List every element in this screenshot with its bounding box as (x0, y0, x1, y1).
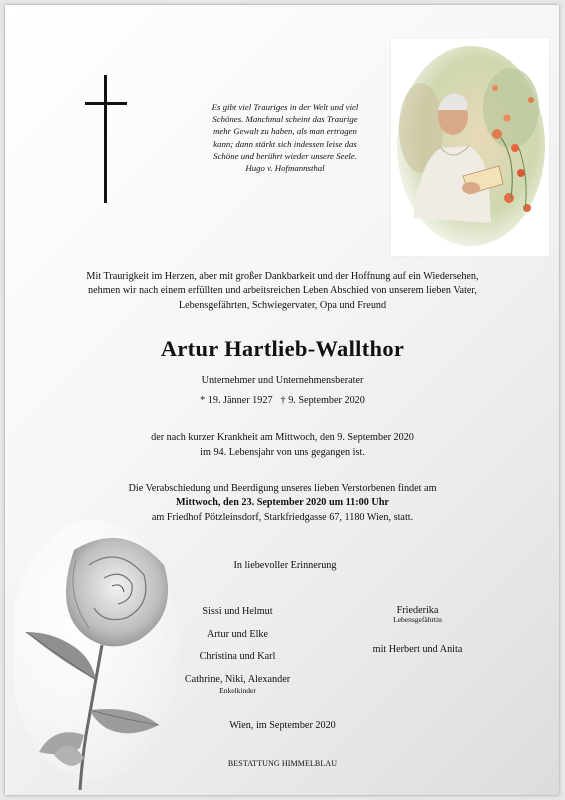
death-notice-line: im 94. Lebensjahr von uns gegangen ist. (200, 446, 365, 458)
funeral-info (0, 482, 565, 525)
death-notice-line: der nach kurzer Krankheit am Mittwoch, den 9. September 2020 (151, 432, 414, 443)
quote-author: Hugo v. Hofmannsthal (245, 163, 325, 174)
intro-line: Lebensgefährten, Schwiegervater, Opa und Freund (178, 299, 387, 311)
death-date: † 9. September 2020 (280, 395, 365, 406)
undertaker-name: BESTATTUNG HIMMELBLAU (227, 759, 338, 768)
survivor-name: Christina und Karl (199, 651, 276, 662)
survivor-entry (155, 673, 320, 696)
cross-icon (85, 75, 127, 203)
funeral-line: Die Verabschiedung und Beerdigung unseres lieben Verstorbenen findet am (128, 483, 437, 494)
funeral-location: am Friedhof Pötzleinsdorf, Starkfriedgasse 67, 1180 Wien, statt. (151, 511, 414, 523)
survivor-name: Artur und Elke (206, 628, 269, 640)
survivors-left (155, 605, 320, 695)
life-dates (0, 395, 565, 406)
intro-text (30, 270, 535, 313)
quote-line: Schöne und berührt wieder unsere Seele. (213, 150, 357, 161)
memory-line: In liebevoller Erinnerung (233, 560, 337, 571)
deceased-name: Artur Hartlieb-Wallthor (160, 336, 405, 361)
death-notice (0, 431, 565, 460)
quote-line: kann; dann stärkt sich indessen leise das (213, 138, 357, 149)
quote (180, 101, 390, 174)
partner-relation: Lebensgefährtin (393, 615, 442, 624)
partner-name: Friederika (396, 605, 439, 616)
intro-line: nehmen wir nach einem erfüllten und arbeitsreichen Leben Abschied von unserem lieben Vater, (88, 285, 477, 297)
quote-line: Schönes. Manchmal scheint das Traurige (212, 114, 358, 125)
birth-date: * 19. Jänner 1927 (200, 395, 273, 406)
partner-with: mit Herbert und Anita (372, 644, 463, 655)
survivors-right (345, 605, 490, 655)
quote-line: mehr Gewalt zu haben, als man ertragen (213, 126, 357, 137)
funeral-date: Mittwoch, den 23. September 2020 um 11:00 Uhr (176, 497, 389, 509)
intro-line: Mit Traurigkeit im Herzen, aber mit großer Dankbarkeit und der Hoffnung auf ein Wiedersehen, (86, 271, 479, 282)
survivor-entry (155, 650, 320, 673)
place-date: Wien, im September 2020 (229, 720, 336, 731)
survivor-relation: Enkelkinder (219, 685, 256, 695)
survivor-entry (155, 605, 320, 628)
quote-line: Es gibt viel Trauriges in der Welt und viel (211, 102, 359, 112)
survivor-name: Sissi und Helmut (202, 606, 273, 617)
portrait-photo (390, 37, 550, 257)
survivor-entry (155, 628, 320, 651)
deceased-profession: Unternehmer und Unternehmensberater (201, 375, 364, 386)
survivor-name: Cathrine, Niki, Alexander (184, 673, 291, 685)
